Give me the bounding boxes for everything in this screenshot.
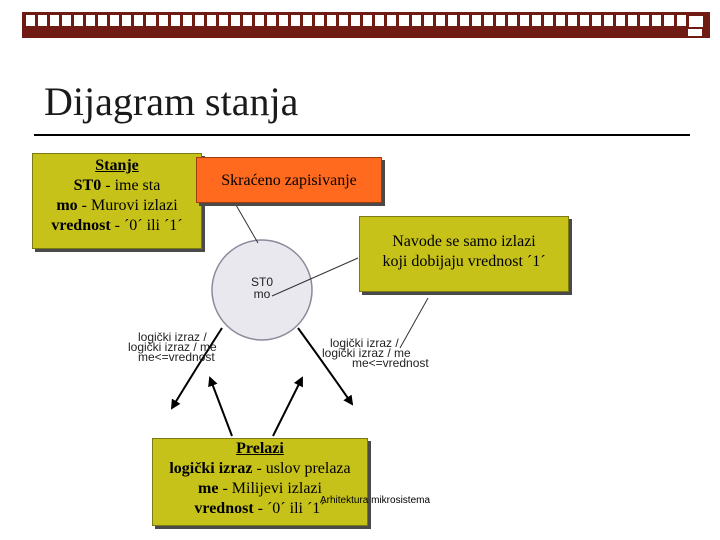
state-line3-key: vrednost bbox=[51, 217, 111, 234]
transitions-line2-key: me bbox=[198, 480, 219, 497]
state-line3-rest: - ´0´ ili ´1´ bbox=[110, 217, 183, 234]
edge-right-line3: me<=vrednost bbox=[352, 356, 429, 370]
transitions-line1-key: logički izraz bbox=[169, 460, 253, 477]
output-note-line1: Navode se samo izlazi bbox=[392, 233, 536, 250]
transitions-legend-box bbox=[152, 438, 368, 526]
transitions-line1-rest: - uslov prelaza bbox=[252, 460, 351, 477]
transitions-line2-rest: - Milijevi izlazi bbox=[218, 480, 322, 497]
state-heading: Stanje bbox=[95, 157, 139, 174]
pointer-arrow-left bbox=[210, 378, 232, 436]
state-legend-box bbox=[32, 153, 202, 249]
state-output: mo bbox=[253, 287, 271, 301]
state-name: ST0 bbox=[250, 275, 273, 289]
abbreviation-box: Skraćeno zapisivanje bbox=[196, 157, 382, 203]
edge-right-line2: logički izraz / me bbox=[322, 346, 411, 360]
slide-title: Dijagram stanja bbox=[44, 79, 299, 124]
transitions-line3-rest: - ´0´ ili ´1´ bbox=[253, 500, 326, 517]
edge-label-left bbox=[128, 332, 217, 362]
edge-left-line1: logički izraz / bbox=[138, 330, 207, 344]
state-line1-rest: - ime sta bbox=[101, 177, 161, 194]
output-note-line2: koji dobijaju vrednost ´1´ bbox=[382, 253, 546, 270]
state-line1-key: ST0 bbox=[73, 177, 102, 194]
state-line2-rest: - Murovi izlazi bbox=[77, 197, 178, 214]
edge-right-line1: logički izraz / bbox=[330, 336, 399, 350]
state-circle-labels bbox=[242, 276, 282, 300]
pointer-arrow-right bbox=[273, 378, 302, 436]
transitions-heading: Prelazi bbox=[236, 440, 284, 457]
transitions-line3-key: vrednost bbox=[194, 500, 254, 517]
edge-left-line2: logički izraz / me bbox=[128, 340, 217, 354]
output-note-box bbox=[359, 216, 569, 292]
footer-text: Arhitektura mikrosistema bbox=[320, 495, 431, 506]
state-line2-key: mo bbox=[56, 197, 78, 214]
leader-line-abbr bbox=[236, 205, 258, 243]
edge-label-right bbox=[322, 338, 429, 368]
edge-left-line3: me<=vrednost bbox=[138, 350, 215, 364]
